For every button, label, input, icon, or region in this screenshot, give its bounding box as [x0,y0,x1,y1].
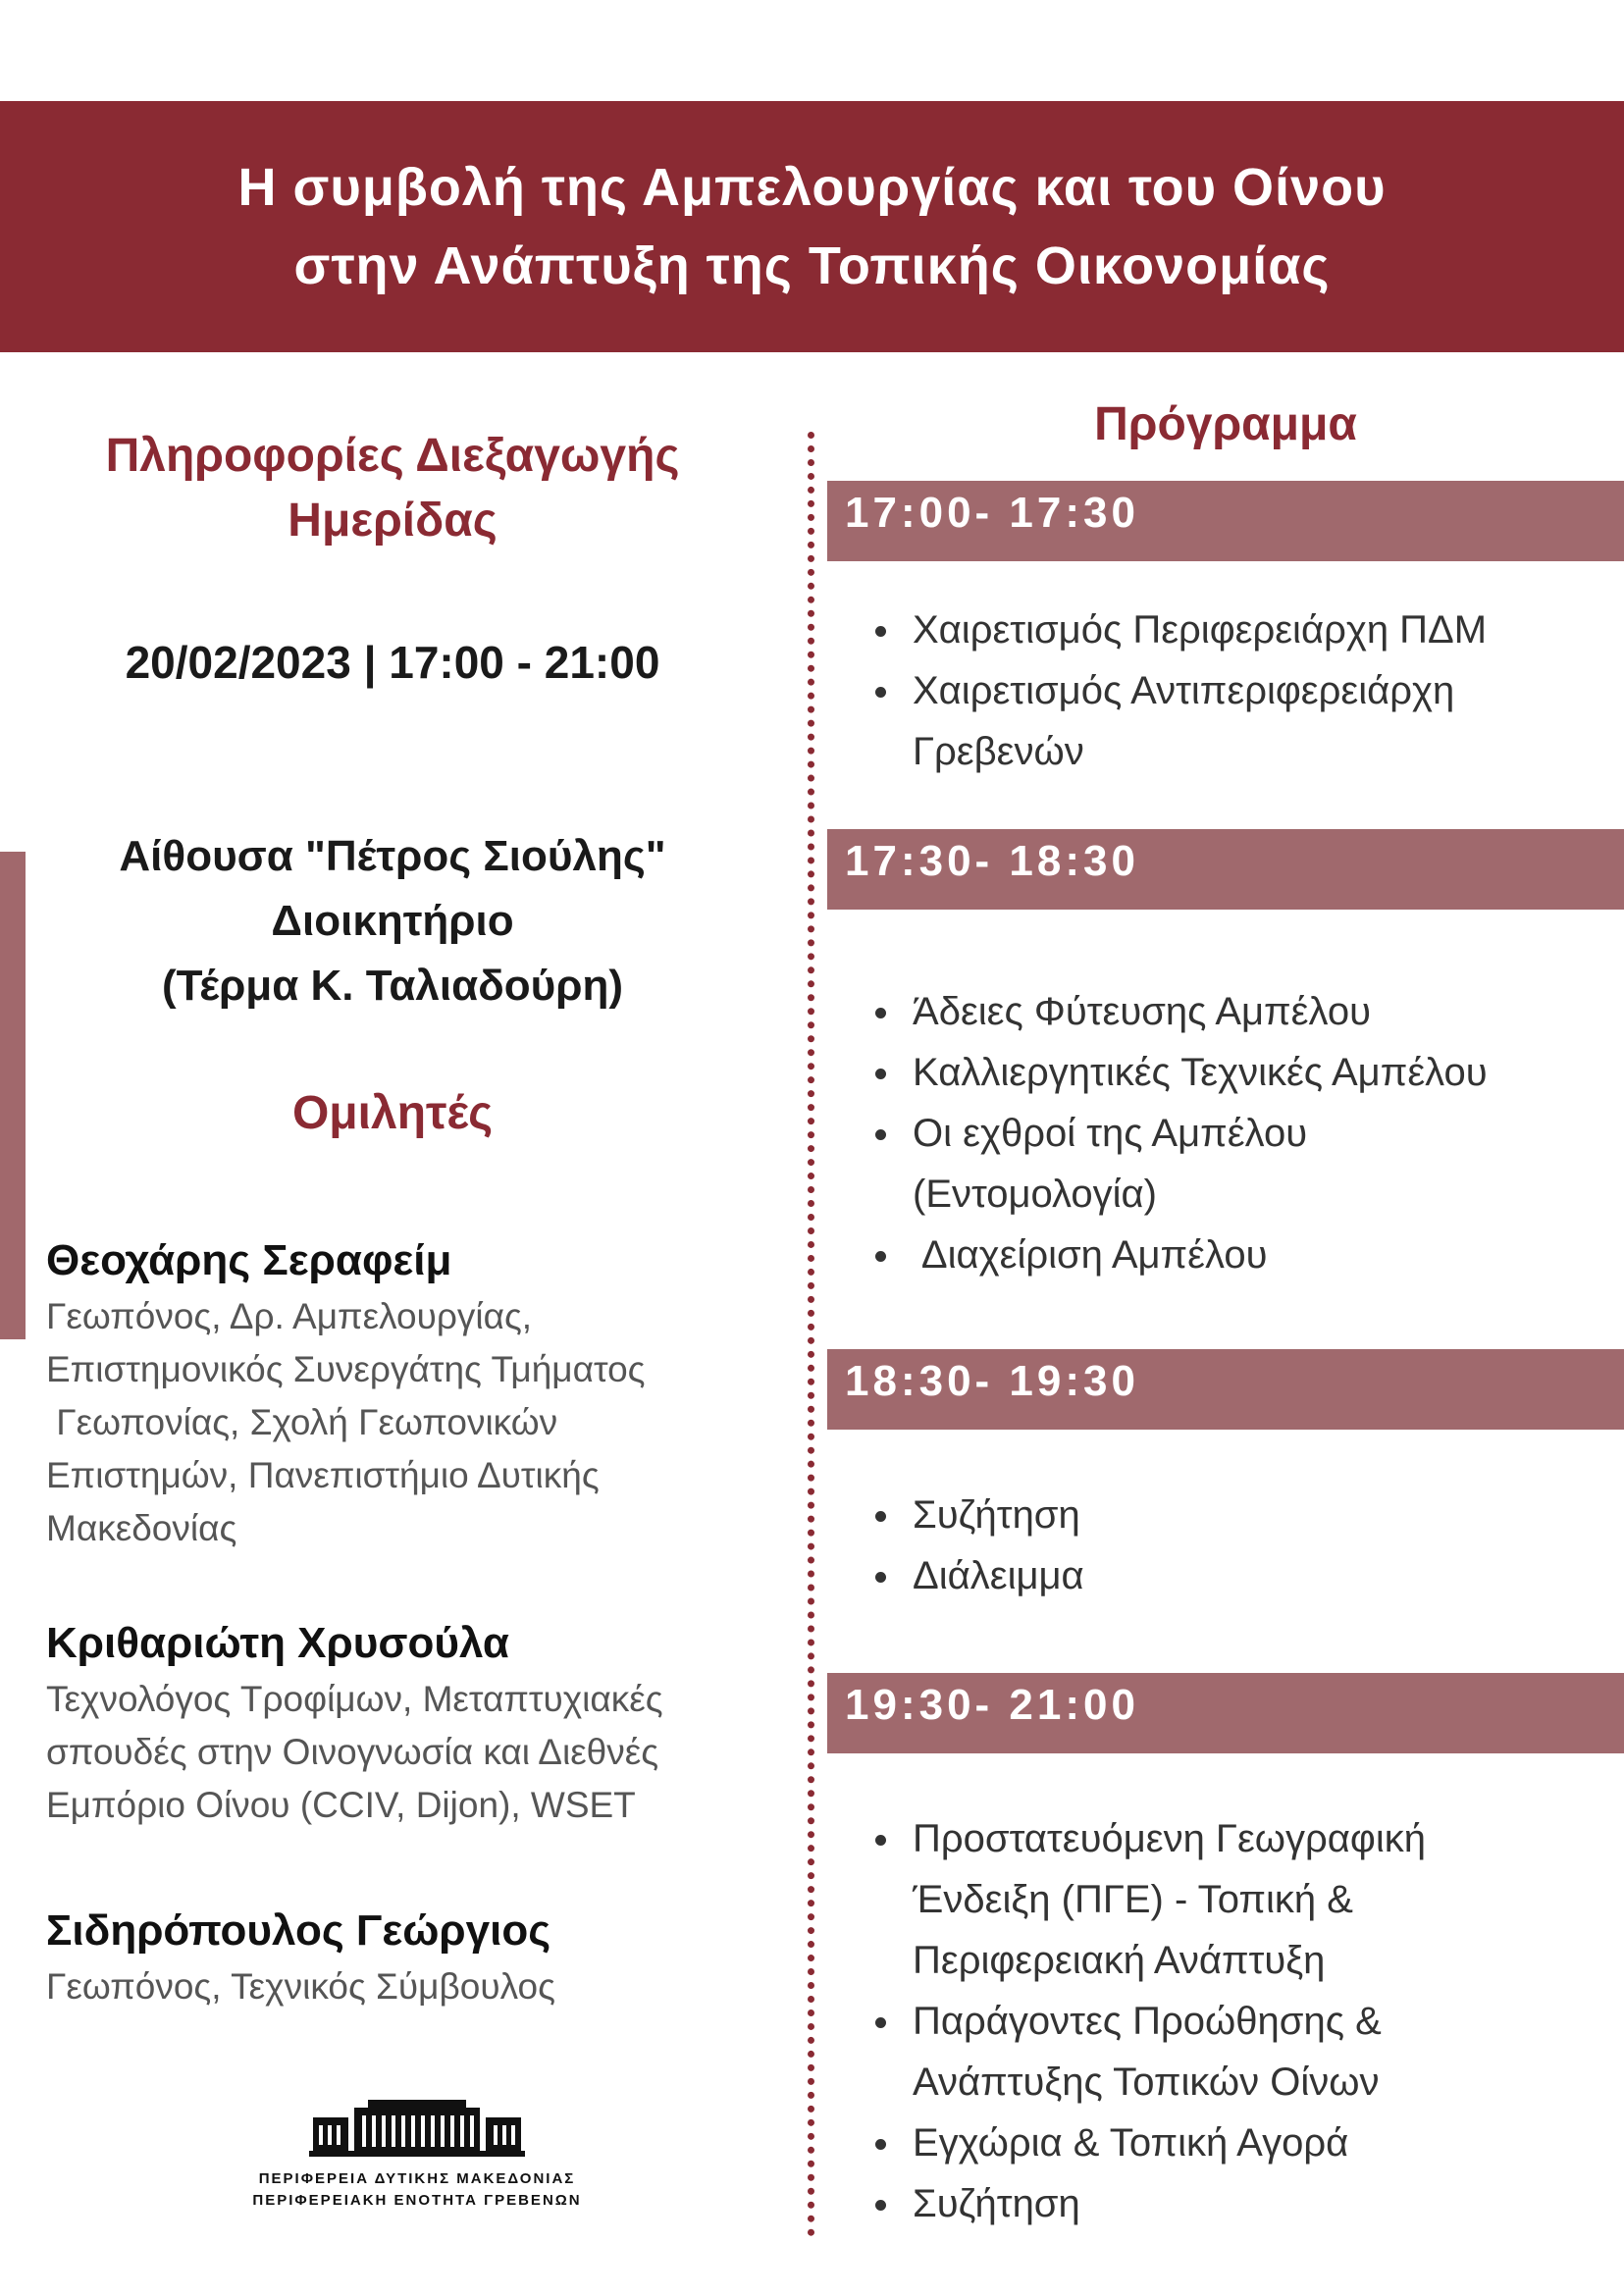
session-items-1 [864,600,1609,782]
list-item: Άδειες Φύτευσης Αμπέλου [864,981,1609,1042]
list-item: Ανάπτυξης Τοπικών Οίνων [913,2061,1380,2104]
left-accent-bar [0,852,26,1339]
speaker-desc-line: Γεωπονίας, Σχολή Γεωπονικών [46,1402,558,1442]
speaker-desc-line: Γεωπόνος, Τεχνικός Σύμβουλος [46,1966,555,2007]
info-heading-line-2: Ημερίδας [288,495,498,547]
program-heading: Πρόγραμμα [1094,398,1357,450]
speakers-heading: Ομιλητές [291,1087,494,1139]
speaker-desc-line: σπουδές στην Οινογνωσία και Διεθνές [46,1732,659,1772]
speaker-name: Σιδηρόπουλος Γεώργιος [46,1906,551,1955]
list-item: Διαχείριση Αμπέλου [864,1225,1609,1285]
list-item: Προστατευόμενη Γεωγραφική [864,1808,1609,1869]
speaker-desc-line: Επιστημονικός Συνεργάτης Τμήματος [46,1349,646,1389]
info-heading [59,424,726,553]
session-time-1: 17:00- 17:30 [827,481,1624,561]
list-item: Παράγοντες Προώθησης & [864,1991,1609,2052]
logo-caption-2: ΠΕΡΙΦΕΡΕΙΑΚΗ ΕΝΟΤΗΤΑ ΓΡΕΒΕΝΩΝ [252,2192,582,2209]
dotted-divider [808,432,814,2237]
venue-line-2: Διοικητήριο [271,897,514,945]
session-time-2: 17:30- 18:30 [827,829,1624,910]
building-icon [309,2100,525,2159]
list-item: Καλλιεργητικές Τεχνικές Αμπέλου [864,1042,1609,1103]
session-items-3 [864,1485,1609,1606]
venue-line-3: (Τέρμα Κ. Ταλιαδούρη) [161,962,624,1010]
speaker-desc-line: Εμπόριο Οίνου (CCIV, Dijon), WSET [46,1785,636,1825]
speaker-name: Θεοχάρης Σεραφείμ [46,1236,452,1284]
session-items-4 [864,1808,1609,2234]
list-item: (Εντομολογία) [913,1173,1157,1216]
list-item: Συζήτηση [864,1485,1609,1545]
title-banner [0,101,1624,352]
list-item: Εγχώρια & Τοπική Αγορά [864,2113,1609,2173]
session-time-3: 18:30- 19:30 [827,1349,1624,1430]
speaker-desc-line: Μακεδονίας [46,1508,237,1548]
list-item: Συζήτηση [864,2173,1609,2234]
speaker-2 [46,1614,733,1832]
session-items-2 [864,981,1609,1285]
info-heading-line-1: Πληροφορίες Διεξαγωγής [105,430,680,482]
list-item: Χαιρετισμός Περιφερειάρχη ΠΔΜ [864,600,1609,660]
session-time-4: 19:30- 21:00 [827,1673,1624,1753]
title-line-1: Η συμβολή της Αμπελουργίας και του Οίνου [237,158,1387,217]
list-item: Οι εχθροί της Αμπέλου [864,1103,1609,1164]
speaker-desc-line: Γεωπόνος, Δρ. Αμπελουργίας, [46,1296,533,1336]
title-line-2: στην Ανάπτυξη της Τοπικής Οικονομίας [293,236,1331,295]
list-item: Διάλειμμα [864,1545,1609,1606]
speaker-desc-line: Τεχνολόγος Τροφίμων, Μεταπτυχιακές [46,1679,663,1719]
speaker-name: Κριθαριώτη Χρυσούλα [46,1619,509,1667]
list-item: Περιφερειακή Ανάπτυξη [913,1939,1326,1982]
logo-caption-1: ΠΕΡΙΦΕΡΕΙΑ ΔΥΤΙΚΗΣ ΜΑΚΕΔΟΝΙΑΣ [258,2170,576,2187]
event-date-time: 20/02/2023 | 17:00 - 21:00 [125,637,660,688]
speaker-desc-line: Επιστημών, Πανεπιστήμιο Δυτικής [46,1455,600,1495]
list-item: Ένδειξη (ΠΓΕ) - Τοπική & [913,1878,1353,1921]
list-item: Χαιρετισμός Αντιπεριφερειάρχη [864,660,1609,721]
venue-block [59,824,726,1018]
venue-line-1: Αίθουσα "Πέτρος Σιούλης" [119,832,666,880]
list-item: Γρεβενών [913,730,1084,773]
speaker-1 [46,1231,733,1555]
speaker-3 [46,1902,733,2013]
regional-logo [236,2100,599,2212]
